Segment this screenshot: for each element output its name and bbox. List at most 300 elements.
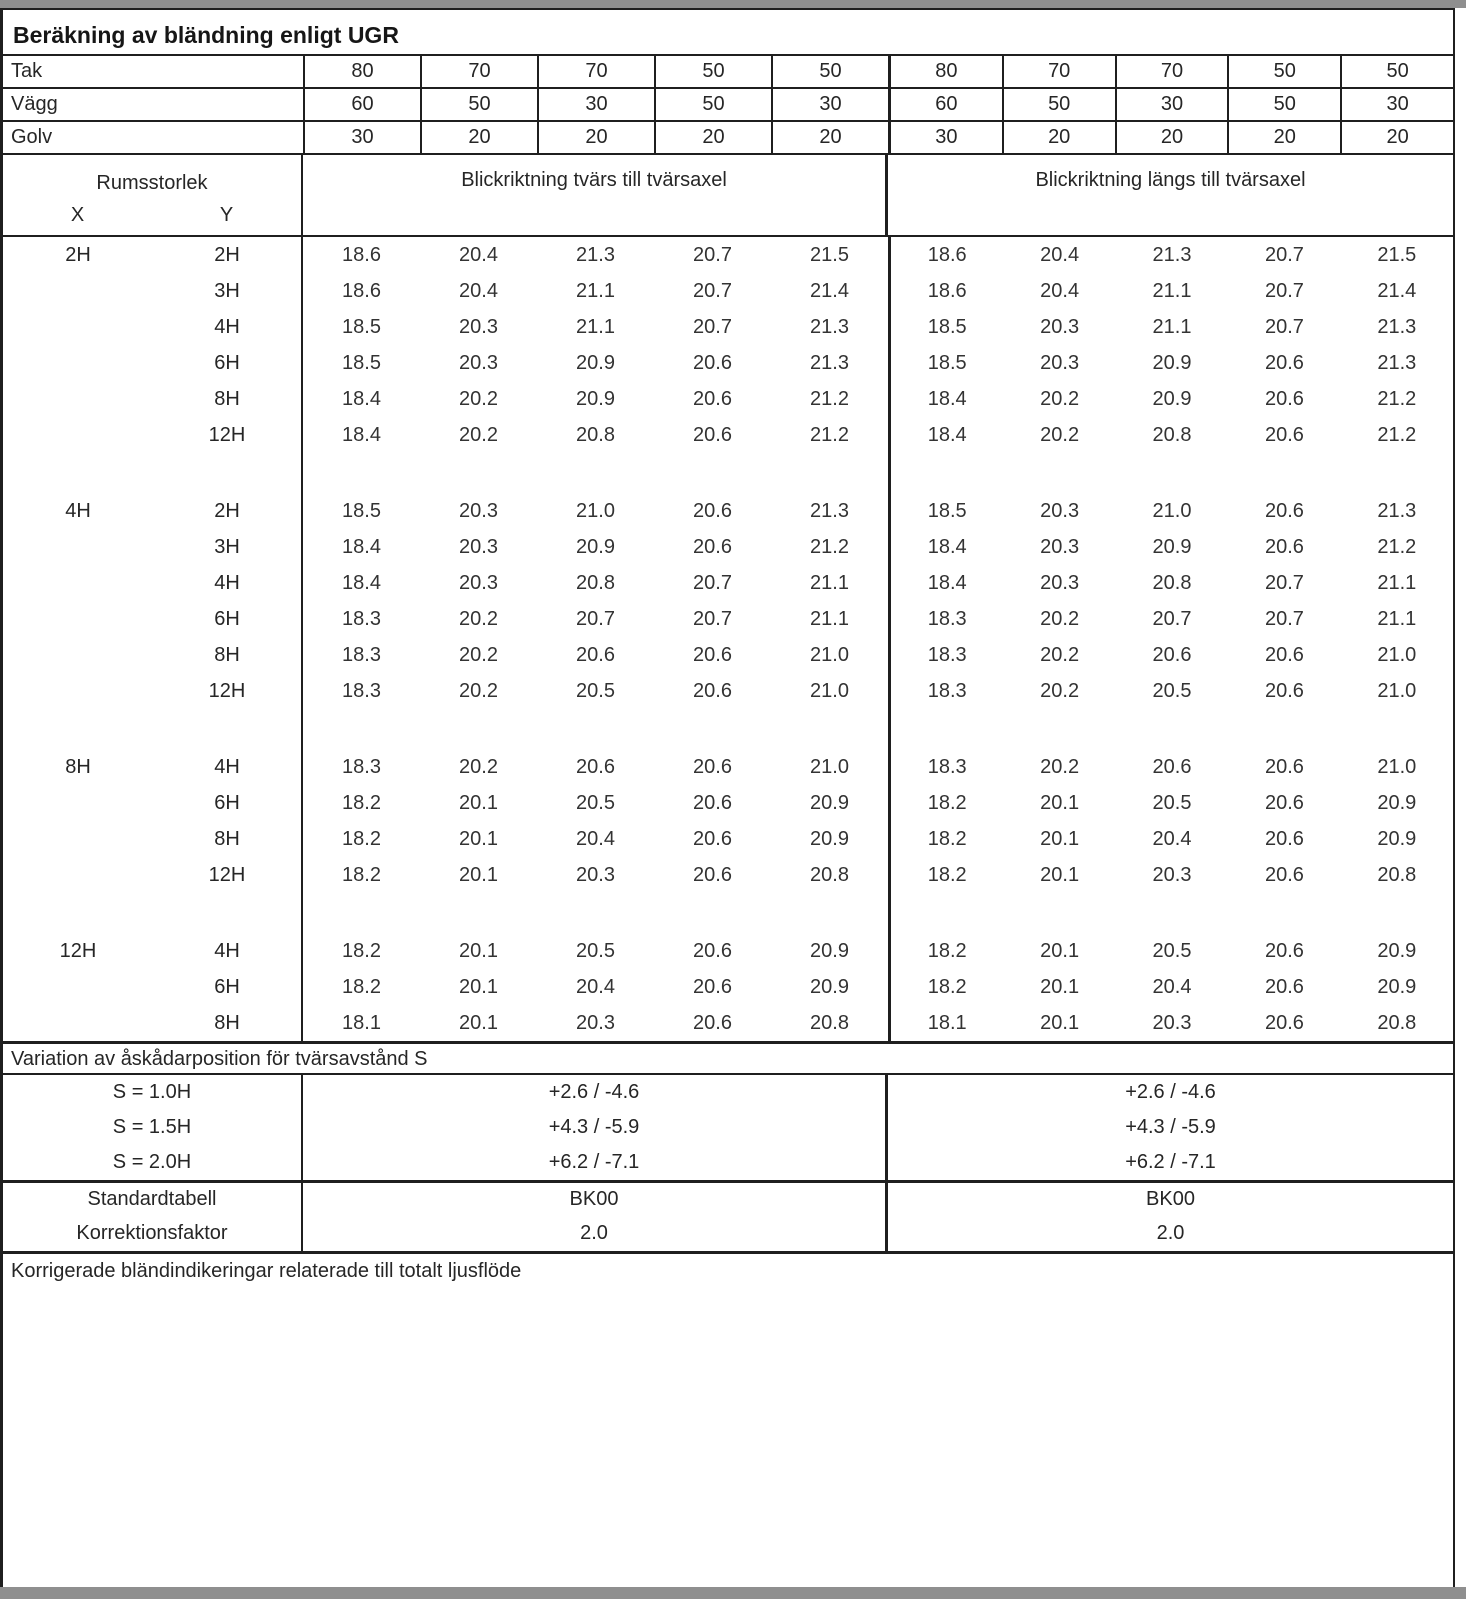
surface-value: 50 <box>654 56 771 87</box>
room-x-label <box>3 565 153 601</box>
room-size-header <box>3 155 303 235</box>
ugr-cross-value: 20.3 <box>459 572 498 594</box>
ugr-along-value <box>1003 893 1115 933</box>
ugr-cross-value: 21.5 <box>810 244 849 266</box>
ugr-along-value: 21.3 <box>1377 316 1417 338</box>
ugr-cross-value: 20.3 <box>459 352 498 374</box>
ugr-cross-value: 18.4 <box>342 388 381 410</box>
ugr-along-value: 20.9 <box>1377 976 1417 998</box>
ugr-along-value: 18.2 <box>888 821 1003 857</box>
surface-value: 30 <box>1115 89 1228 120</box>
ugr-cross-value: 20.6 <box>693 352 732 374</box>
ugr-cross-value: 20.1 <box>459 1012 498 1034</box>
ugr-along-value: 18.2 <box>888 785 1003 821</box>
surface-value: 20 <box>420 122 537 153</box>
ugr-row <box>3 237 1453 273</box>
ugr-along-value: 18.6 <box>888 237 1003 273</box>
room-x-label <box>3 969 153 1005</box>
ugr-cross-value: 20.3 <box>459 536 498 558</box>
surface-value: 20 <box>1227 122 1340 153</box>
room-y-label: 12H <box>153 857 303 893</box>
ugr-along-value: 18.4 <box>888 381 1003 417</box>
ugr-along-value: 21.3 <box>1377 500 1417 522</box>
room-size-label: Rumsstorlek <box>96 172 208 194</box>
ugr-cross-value: 20.8 <box>810 864 849 886</box>
ugr-cross-value <box>303 893 420 933</box>
surface-value: 70 <box>537 56 654 87</box>
ugr-along-value: 20.6 <box>1264 792 1304 814</box>
ugr-cross-value: 20.3 <box>576 1012 615 1034</box>
variation-section <box>3 1075 1453 1183</box>
ugr-along-value: 21.4 <box>1377 280 1417 302</box>
ugr-cross-value: 20.1 <box>459 864 498 886</box>
block-gap-row <box>3 709 1453 749</box>
ugr-along-value: 18.2 <box>888 933 1003 969</box>
surface-value: 80 <box>303 56 420 87</box>
ugr-cross-value: 18.2 <box>342 828 381 850</box>
ugr-row <box>3 857 1453 893</box>
ugr-cross-value: 20.8 <box>576 424 615 446</box>
ugr-row <box>3 637 1453 673</box>
ugr-along-value <box>1116 893 1228 933</box>
surface-row <box>3 56 1453 89</box>
ugr-along-value: 20.6 <box>1264 976 1304 998</box>
ugr-along-value: 21.3 <box>1377 352 1417 374</box>
ugr-along-value <box>1116 453 1228 493</box>
variation-heading: Variation av åskådarposition för tvärsavstånd S <box>3 1041 1453 1075</box>
ugr-along-value: 20.3 <box>1040 316 1080 338</box>
ugr-cross-value <box>537 893 654 933</box>
ugr-cross-value: 21.3 <box>810 352 849 374</box>
ugr-cross-value <box>654 893 771 933</box>
ugr-cross-value: 21.0 <box>810 644 849 666</box>
ugr-cross-value: 20.9 <box>576 388 615 410</box>
room-x-label <box>3 637 153 673</box>
ugr-row <box>3 417 1453 453</box>
ugr-row <box>3 601 1453 637</box>
ugr-along-value: 20.7 <box>1264 572 1304 594</box>
block-gap-row <box>3 893 1453 933</box>
ugr-cross-value: 20.4 <box>459 280 498 302</box>
room-y-label: 3H <box>153 529 303 565</box>
ugr-along-value: 20.7 <box>1264 608 1304 630</box>
ugr-along-value: 20.1 <box>1040 864 1080 886</box>
ugr-cross-value: 20.5 <box>576 792 615 814</box>
ugr-along-value: 20.5 <box>1152 940 1192 962</box>
ugr-cross-value: 18.3 <box>342 608 381 630</box>
ugr-along-value: 20.6 <box>1264 424 1304 446</box>
ugr-cross-value: 20.7 <box>693 244 732 266</box>
ugr-row <box>3 529 1453 565</box>
room-xy-labels <box>3 201 301 229</box>
matrix-header-row <box>3 155 1453 237</box>
ugr-cross-value: 20.4 <box>576 976 615 998</box>
standard-table-cross-value: BK00 <box>303 1183 888 1217</box>
room-y-label: 6H <box>153 785 303 821</box>
ugr-row <box>3 381 1453 417</box>
room-x-label: 8H <box>65 756 91 778</box>
ugr-along-value: 20.9 <box>1377 940 1417 962</box>
ugr-row <box>3 821 1453 857</box>
ugr-cross-value: 20.6 <box>693 424 732 446</box>
ugr-cross-value: 21.2 <box>810 424 849 446</box>
standard-table-row <box>3 1183 1453 1217</box>
ugr-cross-value: 20.8 <box>810 1012 849 1034</box>
surface-value: 20 <box>654 122 771 153</box>
ugr-along-value: 20.3 <box>1040 500 1080 522</box>
ugr-along-value: 18.5 <box>888 309 1003 345</box>
surface-value: 70 <box>1002 56 1115 87</box>
ugr-cross-value: 18.3 <box>342 756 381 778</box>
room-x-label <box>3 345 153 381</box>
standard-table-label: Standardtabell <box>3 1183 303 1217</box>
room-x-label <box>3 893 153 933</box>
ugr-cross-value: 20.1 <box>459 828 498 850</box>
surface-label: Golv <box>11 126 53 148</box>
ugr-table <box>0 8 1455 1587</box>
surface-value: 30 <box>1340 89 1453 120</box>
ugr-along-value: 20.1 <box>1040 940 1080 962</box>
ugr-cross-value: 18.5 <box>342 352 381 374</box>
room-y-label: 8H <box>153 1005 303 1041</box>
ugr-cross-value: 20.2 <box>459 424 498 446</box>
ugr-along-value: 21.1 <box>1377 572 1417 594</box>
ugr-cross-value: 20.7 <box>693 280 732 302</box>
standard-section <box>3 1183 1453 1254</box>
room-x-label <box>3 709 153 749</box>
ugr-along-value: 20.4 <box>1152 976 1192 998</box>
standard-table-along-value: BK00 <box>1146 1188 1195 1210</box>
variation-cross-value: +6.2 / -7.1 <box>303 1145 888 1180</box>
ugr-along-value: 18.2 <box>888 857 1003 893</box>
ugr-cross-value: 21.0 <box>576 500 615 522</box>
ugr-along-value: 21.0 <box>1377 644 1417 666</box>
surface-value: 20 <box>1340 122 1453 153</box>
ugr-cross-value <box>537 453 654 493</box>
surface-value: 50 <box>1340 56 1453 87</box>
ugr-cross-value: 20.1 <box>459 976 498 998</box>
room-y-label <box>153 893 303 933</box>
ugr-along-value: 18.4 <box>888 529 1003 565</box>
ugr-cross-value: 20.9 <box>576 536 615 558</box>
ugr-along-value <box>1341 453 1453 493</box>
variation-label: S = 1.0H <box>3 1075 303 1110</box>
ugr-along-value: 18.4 <box>888 565 1003 601</box>
surface-value: 50 <box>1002 89 1115 120</box>
ugr-along-value: 20.3 <box>1040 536 1080 558</box>
room-y-label: 3H <box>153 273 303 309</box>
variation-along-value: +4.3 / -5.9 <box>1125 1116 1216 1138</box>
ugr-cross-value <box>303 709 420 749</box>
ugr-along-value: 20.6 <box>1264 500 1304 522</box>
ugr-along-value: 20.5 <box>1152 792 1192 814</box>
ugr-cross-value: 18.5 <box>342 500 381 522</box>
ugr-along-value: 21.0 <box>1377 756 1417 778</box>
ugr-along-value: 20.1 <box>1040 792 1080 814</box>
ugr-along-value: 21.0 <box>1377 680 1417 702</box>
room-y-label: 12H <box>153 417 303 453</box>
room-x-label <box>3 273 153 309</box>
ugr-along-value: 18.4 <box>888 417 1003 453</box>
ugr-cross-value: 21.1 <box>576 316 615 338</box>
ugr-cross-value: 18.3 <box>342 680 381 702</box>
ugr-cross-value: 21.2 <box>810 388 849 410</box>
ugr-cross-value <box>771 453 888 493</box>
room-y-label: 8H <box>153 821 303 857</box>
ugr-along-value <box>1228 453 1340 493</box>
ugr-cross-value: 20.6 <box>693 680 732 702</box>
reflectance-rows <box>3 56 1453 155</box>
room-y-label: 6H <box>153 345 303 381</box>
ugr-cross-value: 21.1 <box>810 572 849 594</box>
ugr-along-value: 20.6 <box>1264 1012 1304 1034</box>
ugr-cross-value: 18.3 <box>342 644 381 666</box>
ugr-cross-value: 20.7 <box>576 608 615 630</box>
ugr-along-value: 20.8 <box>1152 424 1192 446</box>
empty-notes-area <box>3 1290 1453 1587</box>
ugr-along-value: 20.6 <box>1264 940 1304 962</box>
ugr-along-value: 20.2 <box>1040 608 1080 630</box>
ugr-along-value: 18.5 <box>888 493 1003 529</box>
ugr-cross-value: 20.7 <box>693 316 732 338</box>
ugr-along-value: 20.2 <box>1040 644 1080 666</box>
ugr-cross-value: 20.6 <box>693 500 732 522</box>
variation-row <box>3 1145 1453 1180</box>
room-y-label: 6H <box>153 601 303 637</box>
ugr-along-value: 21.1 <box>1152 280 1192 302</box>
ugr-along-value <box>1341 709 1453 749</box>
ugr-along-value: 21.2 <box>1377 536 1417 558</box>
room-y-label: 6H <box>153 969 303 1005</box>
ugr-cross-value <box>771 893 888 933</box>
ugr-along-value: 20.6 <box>1264 536 1304 558</box>
ugr-along-value: 20.5 <box>1152 680 1192 702</box>
ugr-cross-value: 18.5 <box>342 316 381 338</box>
ugr-along-value: 20.9 <box>1377 828 1417 850</box>
scan-edge-top <box>0 0 1466 8</box>
ugr-cross-value: 21.0 <box>810 756 849 778</box>
ugr-along-value <box>1228 709 1340 749</box>
ugr-along-value: 20.1 <box>1040 1012 1080 1034</box>
surface-value: 80 <box>888 56 1002 87</box>
ugr-cross-value: 21.4 <box>810 280 849 302</box>
ugr-along-value: 20.6 <box>1264 828 1304 850</box>
room-x-label <box>3 381 153 417</box>
ugr-cross-value <box>420 893 537 933</box>
ugr-row <box>3 493 1453 529</box>
ugr-along-value: 20.6 <box>1264 352 1304 374</box>
scan-edge-bottom <box>0 1587 1466 1599</box>
room-y-label: 8H <box>153 381 303 417</box>
ugr-cross-value: 21.1 <box>810 608 849 630</box>
room-y-label <box>153 453 303 493</box>
room-x-label <box>3 529 153 565</box>
ugr-cross-value: 20.6 <box>693 644 732 666</box>
surface-row <box>3 89 1453 122</box>
ugr-along-value: 18.3 <box>888 601 1003 637</box>
ugr-cross-value: 21.0 <box>810 680 849 702</box>
ugr-row <box>3 345 1453 381</box>
room-y-label: 4H <box>153 749 303 785</box>
ugr-cross-value: 20.6 <box>693 1012 732 1034</box>
ugr-along-value: 20.6 <box>1264 388 1304 410</box>
page-title: Beräkning av bländning enligt UGR <box>3 10 1453 56</box>
ugr-cross-value <box>771 709 888 749</box>
ugr-cross-value: 20.9 <box>810 792 849 814</box>
ugr-along-value: 20.6 <box>1152 644 1192 666</box>
surface-value: 50 <box>654 89 771 120</box>
ugr-cross-value: 18.6 <box>342 244 381 266</box>
room-x-label <box>3 857 153 893</box>
surface-value: 30 <box>771 89 888 120</box>
ugr-along-value: 21.3 <box>1152 244 1192 266</box>
room-y-label: 2H <box>153 237 303 273</box>
ugr-cross-value <box>420 709 537 749</box>
ugr-cross-value: 20.2 <box>459 644 498 666</box>
ugr-along-value: 21.0 <box>1152 500 1192 522</box>
ugr-along-value: 20.4 <box>1040 280 1080 302</box>
room-x-label <box>3 417 153 453</box>
room-x-label <box>3 673 153 709</box>
y-axis-label: Y <box>219 204 234 226</box>
surface-value: 60 <box>888 89 1002 120</box>
ugr-cross-value: 20.6 <box>693 536 732 558</box>
ugr-along-value: 18.5 <box>888 345 1003 381</box>
ugr-along-value: 20.6 <box>1264 864 1304 886</box>
ugr-cross-value: 20.8 <box>576 572 615 594</box>
ugr-along-value: 20.3 <box>1152 864 1192 886</box>
ugr-along-value: 20.7 <box>1264 280 1304 302</box>
surface-value: 30 <box>537 89 654 120</box>
variation-row <box>3 1110 1453 1145</box>
ugr-along-value: 20.8 <box>1377 1012 1417 1034</box>
variation-label: S = 2.0H <box>3 1145 303 1180</box>
ugr-cross-value: 18.4 <box>342 424 381 446</box>
surface-value: 50 <box>420 89 537 120</box>
variation-cross-value: +4.3 / -5.9 <box>303 1110 888 1145</box>
ugr-along-value: 20.8 <box>1377 864 1417 886</box>
ugr-along-value: 20.3 <box>1040 352 1080 374</box>
ugr-cross-value: 18.2 <box>342 976 381 998</box>
ugr-cross-value <box>303 453 420 493</box>
ugr-cross-value: 18.4 <box>342 572 381 594</box>
ugr-along-value: 20.4 <box>1040 244 1080 266</box>
ugr-cross-value: 20.1 <box>459 940 498 962</box>
ugr-row <box>3 273 1453 309</box>
ugr-along-value: 20.9 <box>1152 536 1192 558</box>
ugr-along-value: 20.2 <box>1040 424 1080 446</box>
variation-along-value: +6.2 / -7.1 <box>1125 1151 1216 1173</box>
surface-value: 20 <box>537 122 654 153</box>
ugr-cross-value: 21.3 <box>576 244 615 266</box>
ugr-cross-value: 20.9 <box>576 352 615 374</box>
ugr-along-value <box>1003 709 1115 749</box>
surface-value: 30 <box>303 122 420 153</box>
ugr-cross-value: 21.3 <box>810 500 849 522</box>
surface-value: 60 <box>303 89 420 120</box>
surface-value: 30 <box>888 122 1002 153</box>
ugr-along-value: 18.2 <box>888 969 1003 1005</box>
ugr-along-value: 20.3 <box>1040 572 1080 594</box>
room-x-label <box>3 785 153 821</box>
ugr-along-value: 20.2 <box>1040 680 1080 702</box>
ugr-along-value: 18.1 <box>888 1005 1003 1041</box>
ugr-cross-value: 21.2 <box>810 536 849 558</box>
ugr-cross-value <box>654 453 771 493</box>
room-y-label: 8H <box>153 637 303 673</box>
ugr-cross-value: 20.7 <box>693 608 732 630</box>
room-y-label <box>153 709 303 749</box>
room-y-label: 4H <box>153 309 303 345</box>
ugr-along-value: 21.1 <box>1377 608 1417 630</box>
ugr-cross-value <box>654 709 771 749</box>
ugr-cross-value: 20.3 <box>459 316 498 338</box>
ugr-along-value <box>1116 709 1228 749</box>
ugr-along-value: 20.2 <box>1040 756 1080 778</box>
ugr-cross-value: 20.3 <box>459 500 498 522</box>
surface-value: 50 <box>1227 56 1340 87</box>
ugr-along-value: 20.4 <box>1152 828 1192 850</box>
ugr-along-value: 20.7 <box>1264 244 1304 266</box>
ugr-row <box>3 309 1453 345</box>
ugr-cross-value: 20.9 <box>810 976 849 998</box>
ugr-row <box>3 969 1453 1005</box>
ugr-cross-value: 20.6 <box>693 940 732 962</box>
ugr-along-value: 20.6 <box>1264 644 1304 666</box>
ugr-row <box>3 565 1453 601</box>
ugr-cross-value: 20.1 <box>459 792 498 814</box>
ugr-cross-value: 20.9 <box>810 828 849 850</box>
ugr-cross-value: 20.4 <box>576 828 615 850</box>
ugr-cross-value: 20.2 <box>459 680 498 702</box>
ugr-row <box>3 749 1453 785</box>
ugr-cross-value: 20.2 <box>459 756 498 778</box>
ugr-along-value: 20.7 <box>1152 608 1192 630</box>
ugr-along-value: 21.1 <box>1152 316 1192 338</box>
cross-view-heading: Blickriktning tvärs till tvärsaxel <box>303 155 888 235</box>
ugr-cross-value: 18.2 <box>342 792 381 814</box>
ugr-cross-value: 20.6 <box>693 976 732 998</box>
ugr-cross-value: 20.6 <box>693 864 732 886</box>
ugr-row <box>3 933 1453 969</box>
ugr-along-value <box>888 893 1003 933</box>
ugr-along-value <box>1003 453 1115 493</box>
variation-label: S = 1.5H <box>3 1110 303 1145</box>
room-y-label: 2H <box>153 493 303 529</box>
ugr-along-value: 20.1 <box>1040 976 1080 998</box>
x-axis-label: X <box>70 204 85 226</box>
ugr-along-value: 21.2 <box>1377 388 1417 410</box>
ugr-cross-value: 20.6 <box>693 388 732 410</box>
room-y-label: 12H <box>153 673 303 709</box>
ugr-cross-value: 21.3 <box>810 316 849 338</box>
ugr-along-value: 20.1 <box>1040 828 1080 850</box>
surface-value: 50 <box>1227 89 1340 120</box>
along-view-heading: Blickriktning längs till tvärsaxel <box>1035 169 1306 191</box>
ugr-row <box>3 785 1453 821</box>
room-x-label: 2H <box>65 244 91 266</box>
ugr-cross-value: 20.6 <box>693 756 732 778</box>
ugr-along-value <box>888 709 1003 749</box>
ugr-along-value: 20.6 <box>1264 756 1304 778</box>
ugr-along-value: 20.8 <box>1152 572 1192 594</box>
surface-label: Tak <box>11 60 43 82</box>
ugr-along-value <box>1341 893 1453 933</box>
room-x-label <box>3 1005 153 1041</box>
ugr-cross-value: 20.5 <box>576 680 615 702</box>
ugr-cross-value: 20.9 <box>810 940 849 962</box>
ugr-cross-value: 20.2 <box>459 388 498 410</box>
